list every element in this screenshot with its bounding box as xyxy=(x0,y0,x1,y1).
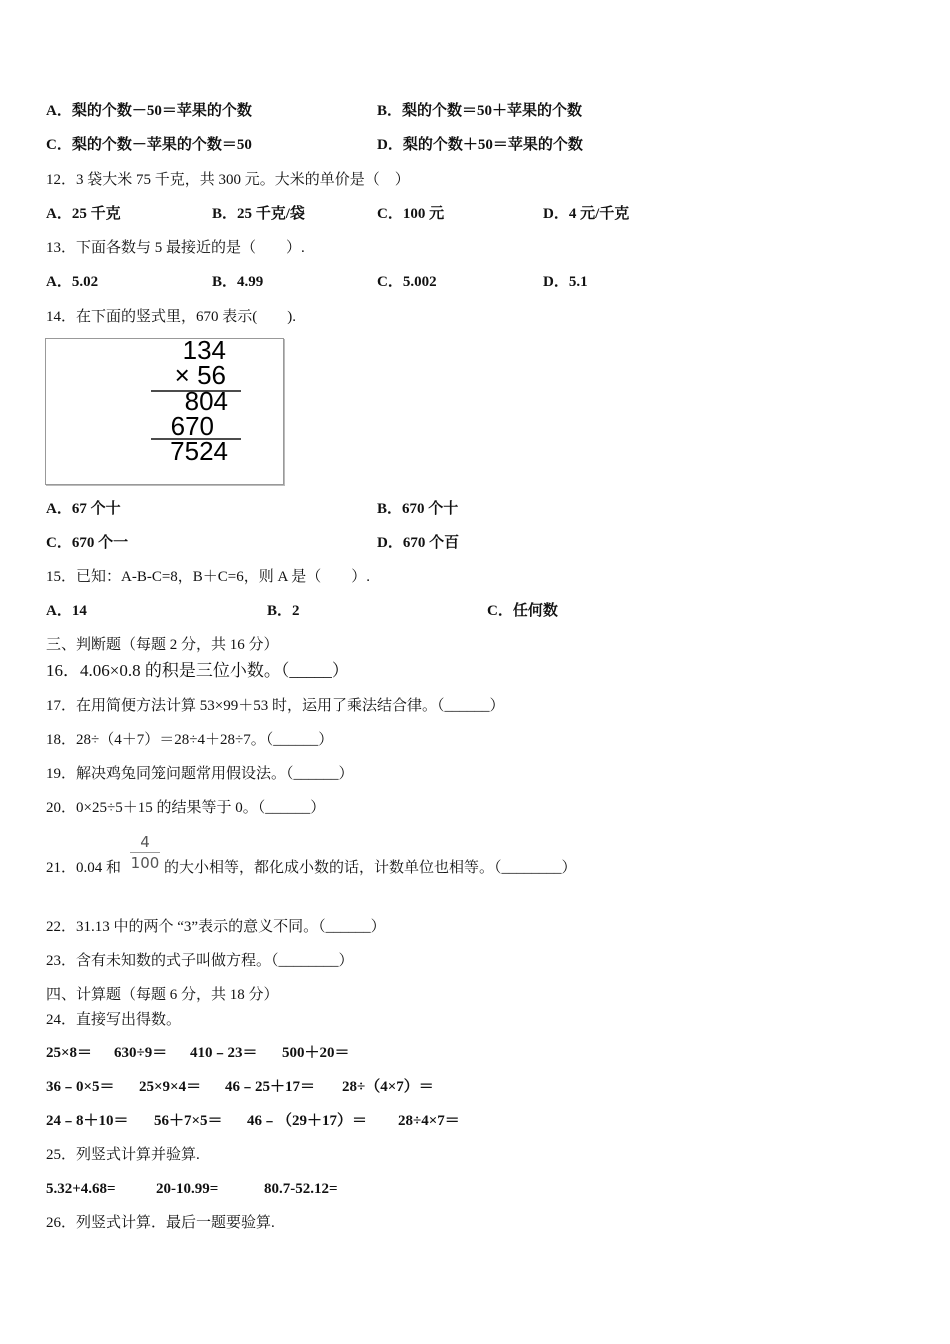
q14-option-b: B．670 个十 xyxy=(377,501,459,517)
judge-17: 17．在用简便方法计算 53×99＋53 时，运用了乘法结合律。（______） xyxy=(46,698,505,714)
q24-r2-1: 36﹣0×5＝ xyxy=(46,1079,115,1095)
q24-r2-4: 28÷（4×7）＝ xyxy=(342,1079,434,1095)
q24-r3-3: 46﹣（29＋17）＝ xyxy=(247,1113,368,1129)
q25-item-1: 5.32+4.68= xyxy=(46,1181,116,1197)
fraction-bar xyxy=(130,852,160,853)
fraction-numerator: 4 xyxy=(140,833,150,851)
q11-option-d: D．梨的个数＋50＝苹果的个数 xyxy=(377,137,583,153)
judge-18: 18．28÷（4＋7）＝28÷4＋28÷7。（______） xyxy=(46,732,334,748)
q24-stem: 24．直接写出得数。 xyxy=(46,1012,182,1028)
q12-option-d: D．4 元/千克 xyxy=(543,206,630,222)
q24-r1-3: 410﹣23＝ xyxy=(190,1045,258,1061)
q24-r2-3: 46﹣25＋17＝ xyxy=(225,1079,316,1095)
q12-option-b: B．25 千克/袋 xyxy=(212,206,305,222)
q25-item-2: 20-10.99= xyxy=(156,1181,219,1197)
q24-r1-1: 25×8＝ xyxy=(46,1045,93,1061)
q24-r3-4: 28÷4×7＝ xyxy=(398,1113,460,1129)
fraction-denominator: 100 xyxy=(130,854,160,872)
q24-r2-2: 25×9×4＝ xyxy=(139,1079,202,1095)
q13-stem: 13．下面各数与 5 最接近的是（ ）. xyxy=(46,240,305,256)
q11-option-b: B．梨的个数＝50＋苹果的个数 xyxy=(377,103,583,119)
q13-option-a: A．5.02 xyxy=(46,274,99,290)
q11-option-c: C．梨的个数－苹果的个数＝50 xyxy=(46,137,252,153)
q13-option-c: C．5.002 xyxy=(377,274,437,290)
q24-r3-1: 24﹣8＋10＝ xyxy=(46,1113,129,1129)
judge-22: 22．31.13 中的两个 “3”表示的意义不同。（______） xyxy=(46,919,386,935)
vertical-multiplication-image xyxy=(45,338,284,485)
q26-stem: 26．列竖式计算．最后一题要验算. xyxy=(46,1215,275,1231)
q14-option-d: D．670 个百 xyxy=(377,535,460,551)
q15-option-b: B．2 xyxy=(267,603,300,619)
judge-20: 20．0×25÷5＋15 的结果等于 0。（______） xyxy=(46,800,326,816)
calc-partial2: 670 xyxy=(170,411,214,441)
q11-option-a: A．梨的个数－50＝苹果的个数 xyxy=(46,103,252,119)
q12-option-a: A．25 千克 xyxy=(46,206,121,222)
q24-r3-2: 56＋7×5＝ xyxy=(154,1113,223,1129)
q12-option-c: C．100 元 xyxy=(377,206,445,222)
q14-stem: 14．在下面的竖式里，670 表示( ). xyxy=(46,309,296,325)
q25-item-3: 80.7-52.12= xyxy=(264,1181,338,1197)
q15-option-a: A．14 xyxy=(46,603,87,619)
q13-option-b: B．4.99 xyxy=(212,274,264,290)
judge-21-prefix: 21．0.04 和 xyxy=(46,860,122,876)
fraction xyxy=(130,833,160,872)
section-4-heading: 四、计算题（每题 6 分，共 18 分） xyxy=(46,987,279,1003)
q15-option-c: C．任何数 xyxy=(487,603,558,619)
q15-stem: 15．已知：A-B-C=8，B＋C=6，则 A 是（ ）. xyxy=(46,569,371,585)
q14-option-c: C．670 个一 xyxy=(46,535,129,551)
judge-16: 16．4.06×0.8 的积是三位小数。（_____） xyxy=(46,661,349,680)
calc-multiplier: × 56 xyxy=(174,360,226,390)
calc-product: 7524 xyxy=(170,436,228,466)
q24-r1-2: 630÷9＝ xyxy=(114,1045,168,1061)
judge-21-suffix: 的大小相等，都化成小数的话，计数单位也相等。（________） xyxy=(164,860,577,876)
q13-option-d: D．5.1 xyxy=(543,274,588,290)
judge-23: 23．含有未知数的式子叫做方程。（________） xyxy=(46,953,354,969)
calc-multiplicand: 134 xyxy=(182,339,226,365)
q25-stem: 25．列竖式计算并验算. xyxy=(46,1147,200,1163)
judge-19: 19．解决鸡兔同笼问题常用假设法。（______） xyxy=(46,766,354,782)
q24-r1-4: 500＋20＝ xyxy=(282,1045,350,1061)
q12-stem: 12．3 袋大米 75 千克，共 300 元。大米的单价是（ ） xyxy=(46,172,410,188)
calc-svg xyxy=(46,339,283,484)
q14-option-a: A．67 个十 xyxy=(46,501,121,517)
calc-partial1: 804 xyxy=(184,386,228,416)
section-3-heading: 三、判断题（每题 2 分，共 16 分） xyxy=(46,637,279,653)
